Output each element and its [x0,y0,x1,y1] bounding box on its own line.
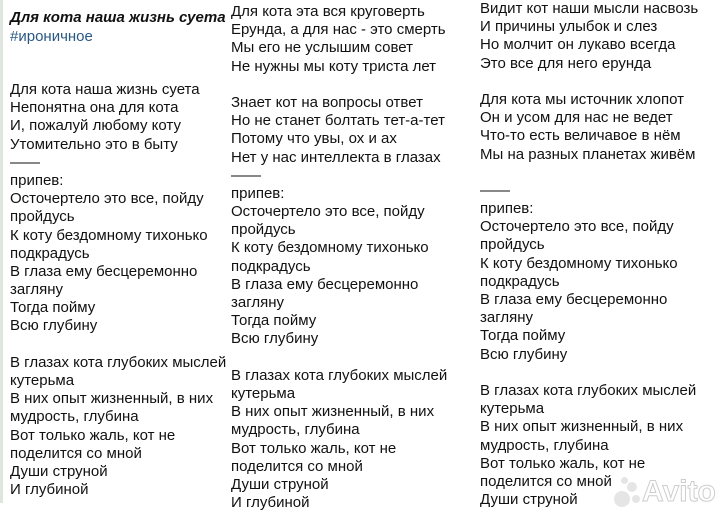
lyric-line: поделится со мной [480,472,612,490]
lyric-line: мудрость, глубина [10,408,139,426]
lyrics-lines [10,81,226,499]
lyric-line: кутерьма [231,384,296,402]
watermark-text: Avito [642,475,716,508]
lyrics-lines [231,3,467,512]
lyric-line: Нет у нас интеллекта в глазах [231,148,441,166]
lyric-line: Души струной [480,491,578,509]
lyrics-column-1 [0,0,226,503]
hashtag-link[interactable]: #ироничное [10,27,93,45]
lyric-line: Для кота мы источник хлопот [480,90,684,108]
lyric-line: пройдусь [10,208,75,226]
lyric-line: Души струной [10,462,108,480]
lyric-line: И глубиной [10,481,89,499]
lyric-line: подкрадусь [480,272,560,290]
lyric-line: К коту бездомному тихонько [10,226,208,244]
lyric-line: Тогда пойму [231,312,317,330]
lyric-line: Тогда пойму [480,327,566,345]
lyric-line: В них опыт жизненный, в них [10,390,214,408]
lyrics-lines [480,0,720,509]
lyric-line: Он и усом для нас не ведет [480,109,673,127]
lyric-line: Вот только жаль, кот не [231,439,397,457]
lyric-line: Утомительно это в быту [10,135,178,153]
lyric-line: загляну [231,294,285,311]
lyric-line: Для кота эта вся круговерть [231,3,425,20]
lyric-line: Осточертело это все, пойду [10,190,204,208]
lyric-line: В глаза ему бесцеремонно [231,275,419,293]
lyric-line: загляну [10,281,64,299]
lyric-line: Это все для него ерунда [480,54,652,72]
lyric-line: Непонятна она для кота [10,99,179,117]
lyric-line: В глазах кота глубоких мыслей [10,353,226,371]
lyric-line: В них опыт жизненный, в них [231,403,435,421]
post-title: Для кота наша жизнь суета [10,9,226,26]
lyric-line: К коту бездомному тихонько [231,239,429,257]
lyric-line: подкрадусь [10,244,90,262]
lyric-line: Осточертело это все, пойду [480,218,674,236]
lyric-line: И, пожалуй любому коту [10,117,181,135]
lyric-line: —— [480,181,510,199]
lyric-line: Не нужны мы коту триста лет [231,57,437,75]
lyric-line: припев: [10,171,64,189]
lyric-line: загляну [480,309,534,327]
lyric-line: мудрость, глубина [480,436,609,454]
lyric-line: Видит кот наши мысли насвозь [480,0,699,17]
lyric-line: поделится со мной [10,444,142,462]
stanza-break [480,164,720,182]
lyric-line: подкрадусь [231,257,311,275]
lyric-line: Осточертело это все, пойду [231,203,425,221]
lyric-line: Всю глубину [10,317,98,335]
lyric-line: И причины улыбок и слез [480,18,658,36]
lyric-line: —— [231,166,261,184]
lyric-line: В них опыт жизненный, в них [480,418,684,436]
lyric-line: пройдусь [231,221,296,239]
stanza-break [480,364,720,382]
lyric-line: кутерьма [10,372,75,389]
stanza-break [231,349,467,367]
lyric-line: пройдусь [480,236,545,254]
stanza-break [480,73,720,91]
lyric-line: Для кота наша жизнь суета [10,81,200,98]
lyric-line: Всю глубину [231,330,319,348]
lyric-line: Души струной [231,475,329,493]
lyric-line: припев: [480,200,534,218]
lyric-line: Потому что увы, ох и ах [231,130,397,148]
stanza-break [231,76,467,94]
lyric-line: мудрость, глубина [231,421,360,439]
lyric-line: В глазах кота глубоких мыслей [480,381,697,399]
spacer [10,46,226,81]
lyric-line: И глубиной [231,494,310,512]
lyrics-column-2 [231,3,467,521]
lyric-line: Но не станет болтать тет-а-тет [231,112,445,130]
lyric-line: Вот только жаль, кот не [480,454,646,472]
lyric-line: В глаза ему бесцеремонно [10,262,198,280]
lyric-line: припев: [231,184,285,202]
lyric-line: Что-то есть величавое в нём [480,127,681,145]
lyric-line: Тогда пойму [10,299,96,317]
lyric-line: Но молчит он лукаво всегда [480,36,676,54]
lyric-line: Ерунда, а для нас - это смерть [231,21,446,39]
lyric-line: Знает кот на вопросы ответ [231,93,423,111]
stanza-break [10,336,226,354]
lyrics-column-3 [480,0,720,521]
lyric-line: Мы на разных планетах живём [480,145,696,163]
lyric-line: К коту бездомному тихонько [480,254,678,272]
lyric-line: поделится со мной [231,457,363,475]
lyric-line: Мы его не услышим совет [231,39,414,57]
lyric-line: В глазах кота глубоких мыслей [231,366,448,384]
lyric-line: Всю глубину [480,345,568,363]
lyric-line: Вот только жаль, кот не [10,426,176,444]
lyric-line: В глаза ему бесцеремонно [480,291,668,308]
lyric-line: —— [10,153,40,171]
lyric-line: кутерьма [480,400,545,418]
